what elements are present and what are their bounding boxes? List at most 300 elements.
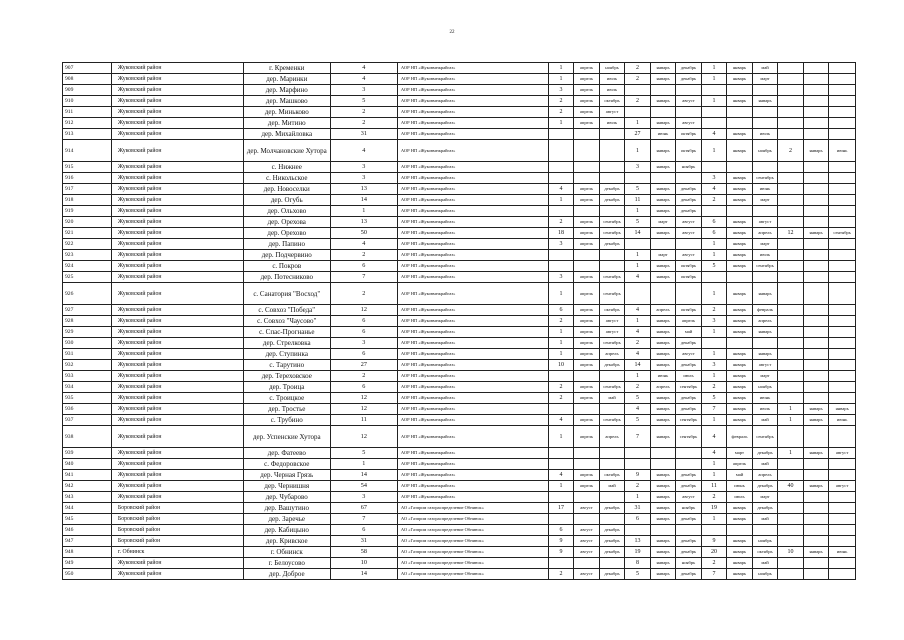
period-end-cell (829, 195, 856, 206)
period-count-cell (701, 118, 727, 129)
period-start-cell: июнь (650, 371, 676, 382)
period-count-cell: 4 (701, 426, 727, 448)
period-start-cell: январь (727, 316, 753, 327)
period-end-cell: ноябрь (599, 63, 625, 74)
period-start-cell: январь (650, 481, 676, 492)
district-cell: Жуковский район (111, 162, 243, 173)
district-cell: Жуковский район (111, 118, 243, 129)
period-start-cell: январь (650, 206, 676, 217)
settlement-cell: дер. Михайловка (243, 129, 330, 140)
period-end-cell (829, 173, 856, 184)
period-start-cell (803, 327, 829, 338)
period-end-cell (829, 382, 856, 393)
settlement-cell: дер. Заречье (243, 514, 330, 525)
district-cell: Жуковский район (111, 448, 243, 459)
period-end-cell (599, 129, 625, 140)
row-number: 944 (63, 503, 112, 514)
period-count-cell (778, 426, 804, 448)
period-end-cell (829, 459, 856, 470)
period-end-cell: март (752, 371, 778, 382)
period-end-cell (829, 360, 856, 371)
period-start-cell (803, 206, 829, 217)
period-count-cell: 2 (625, 74, 651, 85)
organization-cell: АОР НП «Жуковмежрайгаз» (397, 338, 548, 349)
period-end-cell: август (599, 327, 625, 338)
period-end-cell: август (752, 360, 778, 371)
settlement-cell: дер. Ольхово (243, 206, 330, 217)
period-end-cell (829, 63, 856, 74)
period-start-cell: январь (650, 140, 676, 162)
period-end-cell (829, 514, 856, 525)
settlement-cell: дер. Тростье (243, 404, 330, 415)
period-end-cell: ноябрь (676, 162, 702, 173)
period-count-cell: 4 (625, 305, 651, 316)
period-start-cell (803, 85, 829, 96)
settlement-cell: дер. Стрелковка (243, 338, 330, 349)
period-start-cell (803, 338, 829, 349)
table-row (63, 118, 856, 129)
period-end-cell: май (752, 558, 778, 569)
row-number: 911 (63, 107, 112, 118)
period-count-cell: 17 (548, 503, 574, 514)
period-count-cell (778, 63, 804, 74)
table-row (63, 536, 856, 547)
period-start-cell (803, 382, 829, 393)
district-cell: Жуковский район (111, 470, 243, 481)
period-count-cell (778, 371, 804, 382)
period-end-cell (829, 250, 856, 261)
period-start-cell (650, 107, 676, 118)
period-start-cell: январь (650, 426, 676, 448)
period-end-cell (829, 525, 856, 536)
count-cell: 4 (330, 63, 397, 74)
period-end-cell: сентябрь (599, 415, 625, 426)
row-number: 910 (63, 96, 112, 107)
period-count-cell: 2 (548, 107, 574, 118)
count-cell: 6 (330, 261, 397, 272)
district-cell: Жуковский район (111, 272, 243, 283)
period-start-cell: август (574, 547, 600, 558)
period-start-cell: апрель (574, 184, 600, 195)
period-count-cell: 4 (548, 470, 574, 481)
table-row (63, 107, 856, 118)
period-end-cell: декабрь (599, 239, 625, 250)
period-start-cell: апрель (574, 228, 600, 239)
period-start-cell (803, 283, 829, 305)
period-start-cell: апрель (574, 305, 600, 316)
period-count-cell: 2 (625, 382, 651, 393)
period-start-cell (803, 393, 829, 404)
organization-cell: АОР НП «Жуковмежрайгаз» (397, 261, 548, 272)
count-cell: 3 (330, 85, 397, 96)
period-end-cell (676, 85, 702, 96)
period-end-cell: июнь (752, 393, 778, 404)
district-cell: Жуковский район (111, 426, 243, 448)
period-count-cell (701, 85, 727, 96)
period-start-cell: апрель (574, 74, 600, 85)
period-count-cell (778, 107, 804, 118)
period-count-cell (548, 404, 574, 415)
period-end-cell: сентябрь (752, 261, 778, 272)
district-cell: Жуковский район (111, 404, 243, 415)
period-end-cell (752, 206, 778, 217)
period-count-cell: 1 (778, 404, 804, 415)
period-count-cell (778, 250, 804, 261)
period-count-cell (778, 283, 804, 305)
table-row (63, 206, 856, 217)
settlement-cell: дер. Митино (243, 118, 330, 129)
table-row (63, 459, 856, 470)
table-row (63, 162, 856, 173)
row-number: 929 (63, 327, 112, 338)
period-end-cell: сентябрь (676, 426, 702, 448)
period-count-cell (701, 162, 727, 173)
period-count-cell: 1 (548, 74, 574, 85)
period-end-cell (829, 338, 856, 349)
period-count-cell: 14 (625, 228, 651, 239)
period-count-cell (548, 448, 574, 459)
period-start-cell: январь (650, 503, 676, 514)
period-start-cell (650, 173, 676, 184)
period-end-cell (676, 448, 702, 459)
period-start-cell (727, 206, 753, 217)
period-count-cell: 31 (625, 503, 651, 514)
period-end-cell: август (676, 492, 702, 503)
settlement-cell: с. Трубино (243, 415, 330, 426)
period-start-cell (574, 173, 600, 184)
period-start-cell (574, 448, 600, 459)
period-end-cell: август (676, 349, 702, 360)
period-start-cell: январь (727, 96, 753, 107)
period-start-cell: январь (803, 140, 829, 162)
period-count-cell: 2 (701, 305, 727, 316)
period-count-cell (625, 173, 651, 184)
period-count-cell: 3 (701, 360, 727, 371)
period-count-cell: 7 (701, 404, 727, 415)
period-count-cell: 5 (625, 393, 651, 404)
period-count-cell: 40 (778, 481, 804, 492)
count-cell: 2 (330, 371, 397, 382)
period-count-cell: 2 (548, 96, 574, 107)
organization-cell: АОР НП «Жуковмежрайгаз» (397, 404, 548, 415)
table-row (63, 525, 856, 536)
period-end-cell: октябрь (676, 272, 702, 283)
count-cell: 3 (330, 338, 397, 349)
period-end-cell (599, 404, 625, 415)
period-end-cell (599, 173, 625, 184)
organization-cell: АОР НП «Жуковмежрайгаз» (397, 459, 548, 470)
period-end-cell (829, 470, 856, 481)
period-end-cell (676, 239, 702, 250)
table-row (63, 349, 856, 360)
settlement-cell: г. Белоусово (243, 558, 330, 569)
period-start-cell: апрель (574, 63, 600, 74)
table-row (63, 481, 856, 492)
organization-cell: АОР НП «Жуковмежрайгаз» (397, 184, 548, 195)
period-count-cell: 7 (701, 569, 727, 580)
organization-cell: АОР НП «Жуковмежрайгаз» (397, 371, 548, 382)
period-count-cell: 3 (548, 272, 574, 283)
organization-cell: АОР НП «Жуковмежрайгаз» (397, 206, 548, 217)
period-end-cell: январь (752, 96, 778, 107)
table-row (63, 470, 856, 481)
district-cell: Боровский район (111, 514, 243, 525)
period-start-cell: январь (650, 558, 676, 569)
period-start-cell: август (574, 525, 600, 536)
period-end-cell: январь (752, 349, 778, 360)
period-end-cell (752, 272, 778, 283)
period-start-cell: январь (650, 393, 676, 404)
period-count-cell: 6 (548, 525, 574, 536)
period-count-cell (548, 173, 574, 184)
period-start-cell: апрель (574, 470, 600, 481)
period-start-cell: январь (650, 547, 676, 558)
table-row (63, 569, 856, 580)
period-end-cell: октябрь (599, 96, 625, 107)
row-number: 921 (63, 228, 112, 239)
organization-cell: АОР НП «Жуковмежрайгаз» (397, 173, 548, 184)
period-end-cell: ноябрь (752, 140, 778, 162)
district-cell: Жуковский район (111, 558, 243, 569)
period-end-cell (829, 316, 856, 327)
period-count-cell (778, 195, 804, 206)
row-number: 928 (63, 316, 112, 327)
period-count-cell (778, 492, 804, 503)
period-end-cell: июнь (752, 184, 778, 195)
period-count-cell: 5 (625, 184, 651, 195)
period-count-cell (778, 459, 804, 470)
period-count-cell (778, 184, 804, 195)
row-number: 933 (63, 371, 112, 382)
table-row (63, 316, 856, 327)
period-end-cell (829, 96, 856, 107)
period-count-cell (701, 107, 727, 118)
count-cell: 6 (330, 316, 397, 327)
period-count-cell (778, 316, 804, 327)
period-end-cell: ноябрь (752, 382, 778, 393)
period-count-cell: 2 (701, 195, 727, 206)
period-start-cell: январь (727, 228, 753, 239)
period-count-cell: 5 (625, 217, 651, 228)
table-row (63, 140, 856, 162)
row-number: 912 (63, 118, 112, 129)
period-count-cell (548, 514, 574, 525)
period-start-cell (650, 525, 676, 536)
count-cell: 12 (330, 404, 397, 415)
period-count-cell: 2 (701, 558, 727, 569)
organization-cell: АОР НП «Жуковмежрайгаз» (397, 239, 548, 250)
period-end-cell (829, 239, 856, 250)
period-end-cell (829, 305, 856, 316)
period-end-cell: август (752, 217, 778, 228)
table-row (63, 360, 856, 371)
period-count-cell (778, 338, 804, 349)
period-count-cell: 1 (778, 448, 804, 459)
period-start-cell: январь (727, 195, 753, 206)
district-cell: Жуковский район (111, 250, 243, 261)
row-number: 937 (63, 415, 112, 426)
row-number: 926 (63, 283, 112, 305)
count-cell: 50 (330, 228, 397, 239)
period-start-cell: январь (727, 349, 753, 360)
period-start-cell: март (727, 448, 753, 459)
period-count-cell: 1 (778, 415, 804, 426)
count-cell: 3 (330, 162, 397, 173)
period-count-cell: 1 (701, 239, 727, 250)
settlement-cell: дер. Подчервино (243, 250, 330, 261)
period-start-cell: январь (727, 371, 753, 382)
organization-cell: АОР НП «Жуковмежрайгаз» (397, 96, 548, 107)
period-start-cell (727, 107, 753, 118)
period-end-cell: октябрь (676, 261, 702, 272)
period-start-cell: январь (650, 195, 676, 206)
organization-cell: АОР НП «Жуковмежрайгаз» (397, 250, 548, 261)
district-cell: Жуковский район (111, 217, 243, 228)
period-end-cell (829, 217, 856, 228)
period-count-cell (548, 459, 574, 470)
period-end-cell (752, 338, 778, 349)
period-end-cell: декабрь (599, 569, 625, 580)
table-row (63, 514, 856, 525)
period-start-cell: январь (727, 283, 753, 305)
period-start-cell: январь (727, 404, 753, 415)
period-end-cell: октябрь (676, 129, 702, 140)
period-count-cell (701, 525, 727, 536)
period-end-cell: декабрь (676, 206, 702, 217)
count-cell: 14 (330, 569, 397, 580)
period-start-cell: январь (650, 514, 676, 525)
period-end-cell: декабрь (676, 338, 702, 349)
period-start-cell (574, 558, 600, 569)
period-count-cell: 19 (625, 547, 651, 558)
row-number: 913 (63, 129, 112, 140)
organization-cell: АОР НП «Жуковмежрайгаз» (397, 140, 548, 162)
table-row (63, 129, 856, 140)
organization-cell: АОР НП «Жуковмежрайгаз» (397, 74, 548, 85)
period-count-cell: 2 (701, 492, 727, 503)
period-count-cell (701, 206, 727, 217)
period-start-cell (650, 85, 676, 96)
period-end-cell (829, 426, 856, 448)
district-cell: Жуковский район (111, 129, 243, 140)
period-count-cell: 10 (548, 360, 574, 371)
count-cell: 6 (330, 382, 397, 393)
period-count-cell: 5 (701, 261, 727, 272)
period-end-cell (752, 525, 778, 536)
period-start-cell: январь (650, 118, 676, 129)
period-count-cell (625, 459, 651, 470)
period-count-cell: 2 (625, 63, 651, 74)
period-start-cell (803, 569, 829, 580)
period-start-cell: январь (727, 184, 753, 195)
period-count-cell: 1 (701, 371, 727, 382)
period-count-cell (778, 525, 804, 536)
period-start-cell: январь (727, 74, 753, 85)
period-count-cell: 10 (778, 547, 804, 558)
table-row (63, 250, 856, 261)
period-count-cell: 2 (701, 382, 727, 393)
period-count-cell: 8 (625, 558, 651, 569)
organization-cell: АОР НП «Жуковмежрайгаз» (397, 470, 548, 481)
period-end-cell: апрель (676, 316, 702, 327)
period-end-cell: октябрь (752, 547, 778, 558)
period-count-cell (778, 206, 804, 217)
settlement-cell: г. Обнинск (243, 547, 330, 558)
period-count-cell (778, 470, 804, 481)
settlement-cell: дер. Маринки (243, 74, 330, 85)
period-start-cell: январь (727, 140, 753, 162)
period-count-cell (778, 536, 804, 547)
row-number: 907 (63, 63, 112, 74)
period-end-cell (829, 371, 856, 382)
period-start-cell (803, 536, 829, 547)
organization-cell: АО «Газпром газораспределение Обнинск» (397, 536, 548, 547)
period-count-cell: 11 (701, 481, 727, 492)
period-end-cell (829, 283, 856, 305)
period-count-cell (778, 393, 804, 404)
period-start-cell: февраль (727, 426, 753, 448)
period-end-cell (752, 107, 778, 118)
period-count-cell: 5 (625, 415, 651, 426)
row-number: 923 (63, 250, 112, 261)
period-count-cell: 2 (778, 140, 804, 162)
period-end-cell: декабрь (676, 470, 702, 481)
period-count-cell: 6 (701, 228, 727, 239)
period-end-cell (599, 459, 625, 470)
organization-cell: АОР НП «Жуковмежрайгаз» (397, 283, 548, 305)
settlement-cell: дер. Доброе (243, 569, 330, 580)
period-count-cell: 9 (548, 536, 574, 547)
count-cell: 31 (330, 536, 397, 547)
period-end-cell: декабрь (676, 360, 702, 371)
period-end-cell (829, 393, 856, 404)
organization-cell: АОР НП «Жуковмежрайгаз» (397, 272, 548, 283)
period-count-cell: 9 (625, 470, 651, 481)
gasification-schedule-table (62, 62, 856, 580)
period-count-cell (778, 558, 804, 569)
period-count-cell (778, 173, 804, 184)
period-start-cell (803, 558, 829, 569)
period-end-cell: май (752, 415, 778, 426)
row-number: 950 (63, 569, 112, 580)
count-cell: 2 (330, 107, 397, 118)
district-cell: Жуковский район (111, 371, 243, 382)
period-end-cell: август (829, 481, 856, 492)
period-count-cell (778, 239, 804, 250)
period-start-cell: январь (650, 360, 676, 371)
settlement-cell: дер. Фатеево (243, 448, 330, 459)
organization-cell: АО «Газпром газораспределение Обнинск» (397, 503, 548, 514)
period-end-cell: ноябрь (676, 503, 702, 514)
period-end-cell: июль (752, 404, 778, 415)
table-row (63, 492, 856, 503)
period-count-cell: 3 (625, 162, 651, 173)
period-end-cell: декабрь (676, 74, 702, 85)
settlement-cell: дер. Новоселки (243, 184, 330, 195)
period-count-cell (778, 349, 804, 360)
period-count-cell: 2 (548, 316, 574, 327)
row-number: 916 (63, 173, 112, 184)
period-count-cell (625, 525, 651, 536)
period-count-cell (625, 283, 651, 305)
period-count-cell: 1 (701, 327, 727, 338)
table-row (63, 338, 856, 349)
period-start-cell: апрель (574, 360, 600, 371)
period-end-cell: август (676, 96, 702, 107)
organization-cell: АОР НП «Жуковмежрайгаз» (397, 316, 548, 327)
period-end-cell: сентябрь (752, 426, 778, 448)
district-cell: Жуковский район (111, 195, 243, 206)
